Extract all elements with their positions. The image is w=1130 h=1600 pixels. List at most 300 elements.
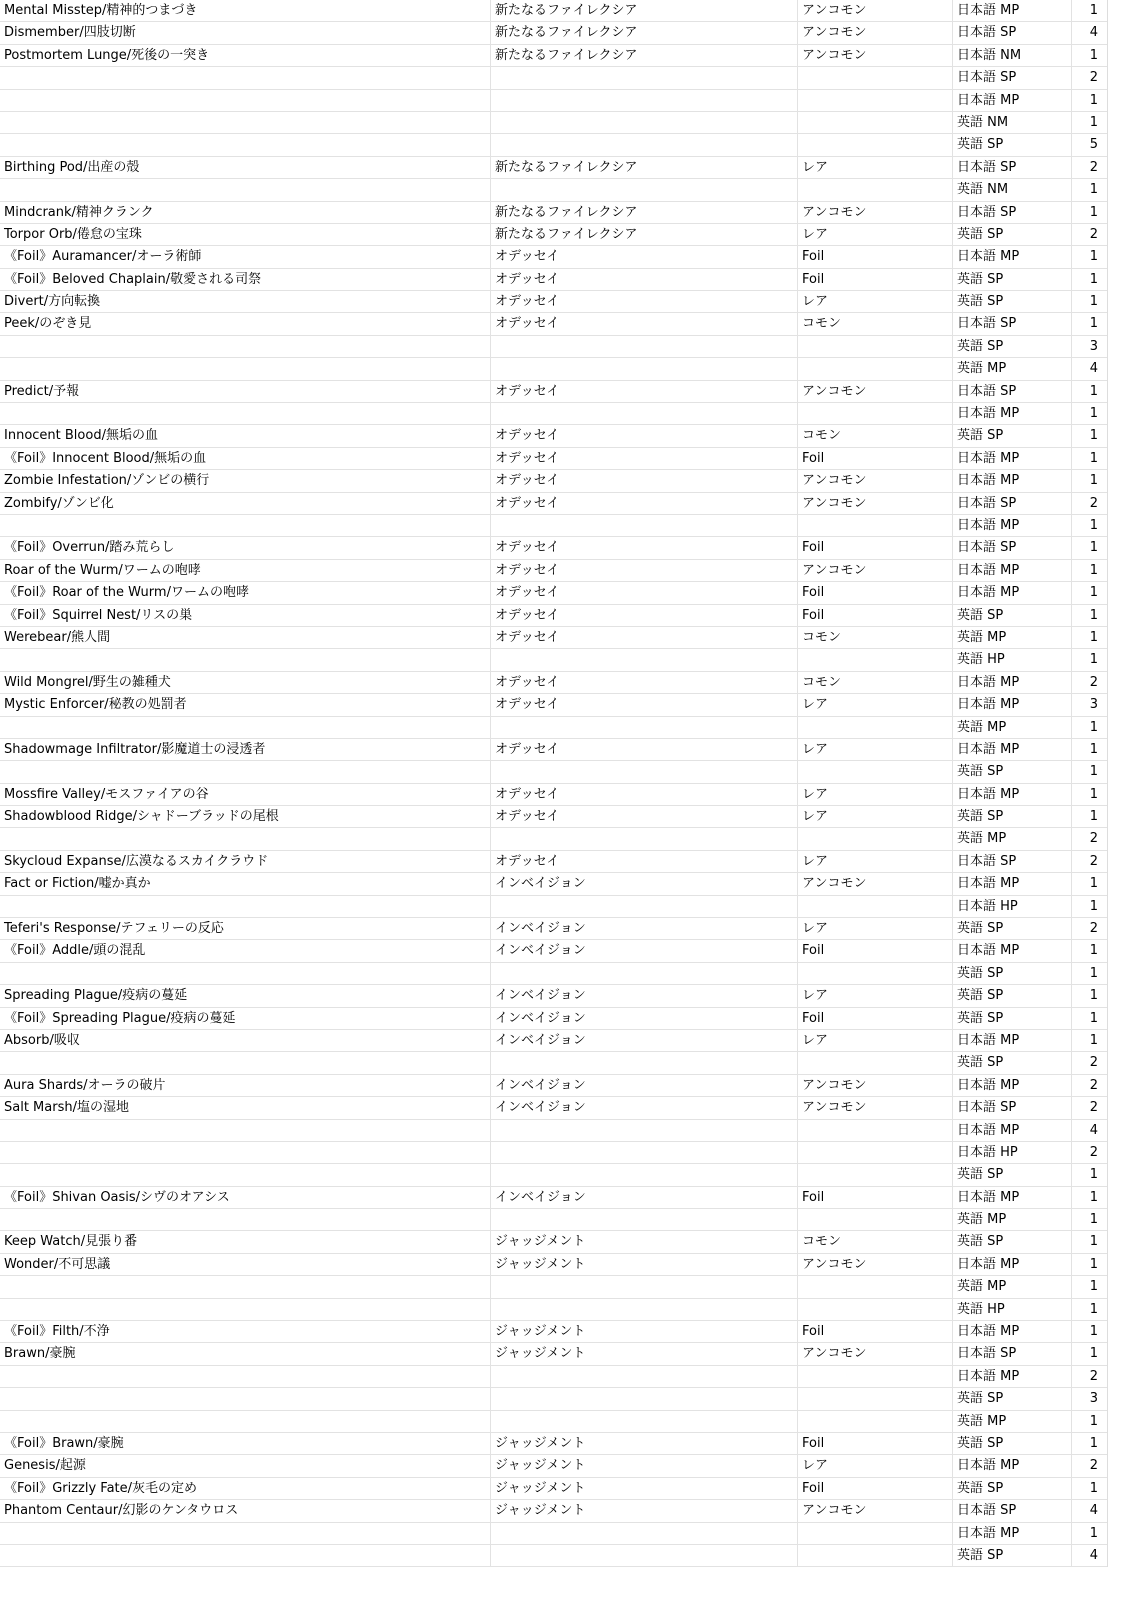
card-name-cell[interactable]: Wonder/不可思議 xyxy=(0,1254,491,1275)
set-cell[interactable]: ジャッジメント xyxy=(491,1231,798,1252)
card-name-cell[interactable] xyxy=(0,963,491,984)
condition-cell[interactable]: 日本語 NM xyxy=(953,45,1072,66)
quantity-cell[interactable]: 4 xyxy=(1089,361,1098,377)
rarity-cell[interactable]: コモン xyxy=(798,313,953,334)
card-name-cell[interactable] xyxy=(0,1120,491,1141)
quantity-cell[interactable]: 1 xyxy=(1089,1279,1098,1295)
set-cell[interactable]: インベイジョン xyxy=(491,1030,798,1051)
card-name-cell[interactable] xyxy=(0,1545,491,1566)
set-cell[interactable] xyxy=(491,761,798,782)
card-name-cell[interactable] xyxy=(0,1142,491,1163)
card-name-cell[interactable]: Genesis/起源 xyxy=(0,1455,491,1476)
condition-cell[interactable]: 英語 SP xyxy=(953,605,1072,626)
set-cell[interactable]: インベイジョン xyxy=(491,873,798,894)
card-name-cell[interactable]: 《Foil》Beloved Chaplain/敬愛される司祭 xyxy=(0,269,491,290)
set-cell[interactable]: オデッセイ xyxy=(491,269,798,290)
set-cell[interactable]: 新たなるファイレクシア xyxy=(491,0,798,21)
rarity-cell[interactable]: レア xyxy=(798,1030,953,1051)
rarity-cell[interactable] xyxy=(798,963,953,984)
card-name-cell[interactable] xyxy=(0,1276,491,1297)
condition-cell[interactable]: 英語 SP xyxy=(953,1388,1072,1409)
card-name-cell[interactable]: Spreading Plague/疫病の蔓延 xyxy=(0,985,491,1006)
rarity-cell[interactable]: アンコモン xyxy=(798,45,953,66)
quantity-cell[interactable]: 3 xyxy=(1089,697,1098,713)
rarity-cell[interactable]: レア xyxy=(798,739,953,760)
rarity-cell[interactable] xyxy=(798,1366,953,1387)
rarity-cell[interactable]: レア xyxy=(798,918,953,939)
set-cell[interactable]: オデッセイ xyxy=(491,470,798,491)
condition-cell[interactable]: 日本語 MP xyxy=(953,1254,1072,1275)
rarity-cell[interactable]: アンコモン xyxy=(798,0,953,21)
set-cell[interactable] xyxy=(491,828,798,849)
condition-cell[interactable]: 日本語 SP xyxy=(953,202,1072,223)
card-name-cell[interactable]: Brawn/豪腕 xyxy=(0,1343,491,1364)
rarity-cell[interactable] xyxy=(798,358,953,379)
rarity-cell[interactable]: アンコモン xyxy=(798,22,953,43)
condition-cell[interactable]: 英語 SP xyxy=(953,963,1072,984)
card-name-cell[interactable] xyxy=(0,112,491,133)
set-cell[interactable] xyxy=(491,112,798,133)
quantity-cell[interactable]: 1 xyxy=(1089,876,1098,892)
set-cell[interactable] xyxy=(491,515,798,536)
rarity-cell[interactable] xyxy=(798,134,953,155)
rarity-cell[interactable] xyxy=(798,403,953,424)
quantity-cell[interactable]: 1 xyxy=(1089,383,1098,399)
quantity-cell[interactable]: 1 xyxy=(1089,1480,1098,1496)
quantity-cell[interactable]: 1 xyxy=(1089,562,1098,578)
quantity-cell[interactable]: 1 xyxy=(1089,741,1098,757)
card-name-cell[interactable]: Mindcrank/精神クランク xyxy=(0,202,491,223)
quantity-cell[interactable]: 2 xyxy=(1089,1100,1098,1116)
set-cell[interactable] xyxy=(491,1299,798,1320)
card-name-cell[interactable]: Dismember/四肢切断 xyxy=(0,22,491,43)
set-cell[interactable] xyxy=(491,1388,798,1409)
condition-cell[interactable]: 英語 SP xyxy=(953,918,1072,939)
rarity-cell[interactable]: Foil xyxy=(798,1008,953,1029)
rarity-cell[interactable]: レア xyxy=(798,985,953,1006)
condition-cell[interactable]: 日本語 MP xyxy=(953,873,1072,894)
card-name-cell[interactable]: Phantom Centaur/幻影のケンタウロス xyxy=(0,1500,491,1521)
quantity-cell[interactable]: 1 xyxy=(1089,965,1098,981)
card-name-cell[interactable]: Skycloud Expanse/広漠なるスカイクラウド xyxy=(0,851,491,872)
rarity-cell[interactable]: Foil xyxy=(798,1478,953,1499)
card-name-cell[interactable] xyxy=(0,134,491,155)
card-name-cell[interactable]: Zombie Infestation/ゾンビの横行 xyxy=(0,470,491,491)
quantity-cell[interactable]: 1 xyxy=(1089,1413,1098,1429)
card-name-cell[interactable]: Roar of the Wurm/ワームの咆哮 xyxy=(0,560,491,581)
condition-cell[interactable]: 日本語 MP xyxy=(953,403,1072,424)
rarity-cell[interactable]: レア xyxy=(798,1455,953,1476)
quantity-cell[interactable]: 1 xyxy=(1089,428,1098,444)
set-cell[interactable] xyxy=(491,717,798,738)
set-cell[interactable]: オデッセイ xyxy=(491,694,798,715)
condition-cell[interactable]: 英語 SP xyxy=(953,269,1072,290)
condition-cell[interactable]: 英語 SP xyxy=(953,224,1072,245)
quantity-cell[interactable]: 1 xyxy=(1089,652,1098,668)
condition-cell[interactable]: 日本語 MP xyxy=(953,1075,1072,1096)
card-name-cell[interactable] xyxy=(0,1366,491,1387)
condition-cell[interactable]: 日本語 SP xyxy=(953,313,1072,334)
set-cell[interactable]: オデッセイ xyxy=(491,784,798,805)
quantity-cell[interactable]: 1 xyxy=(1089,294,1098,310)
condition-cell[interactable]: 英語 MP xyxy=(953,717,1072,738)
card-name-cell[interactable]: Fact or Fiction/嘘か真か xyxy=(0,873,491,894)
quantity-cell[interactable]: 1 xyxy=(1089,1436,1098,1451)
quantity-cell[interactable]: 2 xyxy=(1089,674,1098,690)
set-cell[interactable] xyxy=(491,1142,798,1163)
set-cell[interactable] xyxy=(491,336,798,357)
condition-cell[interactable]: 日本語 HP xyxy=(953,1142,1072,1163)
card-name-cell[interactable] xyxy=(0,1052,491,1073)
quantity-cell[interactable]: 1 xyxy=(1089,182,1098,198)
set-cell[interactable]: オデッセイ xyxy=(491,425,798,446)
quantity-cell[interactable]: 1 xyxy=(1089,764,1098,780)
quantity-cell[interactable]: 1 xyxy=(1089,92,1098,108)
quantity-cell[interactable]: 4 xyxy=(1089,25,1098,41)
condition-cell[interactable]: 日本語 HP xyxy=(953,896,1072,917)
rarity-cell[interactable]: アンコモン xyxy=(798,381,953,402)
set-cell[interactable] xyxy=(491,1052,798,1073)
card-name-cell[interactable]: Mossfire Valley/モスファイアの谷 xyxy=(0,784,491,805)
rarity-cell[interactable] xyxy=(798,1142,953,1163)
rarity-cell[interactable] xyxy=(798,179,953,200)
condition-cell[interactable]: 日本語 SP xyxy=(953,381,1072,402)
quantity-cell[interactable]: 1 xyxy=(1089,3,1098,18)
condition-cell[interactable]: 英語 SP xyxy=(953,806,1072,827)
condition-cell[interactable]: 英語 SP xyxy=(953,134,1072,155)
rarity-cell[interactable]: アンコモン xyxy=(798,470,953,491)
set-cell[interactable]: オデッセイ xyxy=(491,605,798,626)
condition-cell[interactable]: 英語 SP xyxy=(953,425,1072,446)
quantity-cell[interactable]: 1 xyxy=(1089,204,1098,220)
card-name-cell[interactable]: Torpor Orb/倦怠の宝珠 xyxy=(0,224,491,245)
set-cell[interactable] xyxy=(491,90,798,111)
card-name-cell[interactable] xyxy=(0,1164,491,1185)
condition-cell[interactable]: 日本語 MP xyxy=(953,0,1072,21)
condition-cell[interactable]: 英語 SP xyxy=(953,985,1072,1006)
set-cell[interactable] xyxy=(491,649,798,670)
quantity-cell[interactable]: 2 xyxy=(1089,1055,1098,1071)
rarity-cell[interactable] xyxy=(798,717,953,738)
set-cell[interactable] xyxy=(491,1523,798,1544)
card-name-cell[interactable] xyxy=(0,828,491,849)
set-cell[interactable] xyxy=(491,1209,798,1230)
rarity-cell[interactable] xyxy=(798,112,953,133)
set-cell[interactable]: インベイジョン xyxy=(491,1187,798,1208)
condition-cell[interactable]: 日本語 MP xyxy=(953,90,1072,111)
condition-cell[interactable]: 英語 NM xyxy=(953,179,1072,200)
card-name-cell[interactable]: Mental Misstep/精神的つまづき xyxy=(0,0,491,21)
card-name-cell[interactable]: Predict/予報 xyxy=(0,381,491,402)
rarity-cell[interactable] xyxy=(798,1052,953,1073)
rarity-cell[interactable]: Foil xyxy=(798,1321,953,1342)
quantity-cell[interactable]: 1 xyxy=(1089,1301,1098,1317)
rarity-cell[interactable]: Foil xyxy=(798,537,953,558)
quantity-cell[interactable]: 2 xyxy=(1089,1368,1098,1384)
card-name-cell[interactable]: 《Foil》Squirrel Nest/リスの巣 xyxy=(0,605,491,626)
condition-cell[interactable]: 日本語 MP xyxy=(953,739,1072,760)
card-name-cell[interactable]: 《Foil》Overrun/踏み荒らし xyxy=(0,537,491,558)
rarity-cell[interactable]: アンコモン xyxy=(798,1343,953,1364)
rarity-cell[interactable] xyxy=(798,1276,953,1297)
set-cell[interactable]: オデッセイ xyxy=(491,739,798,760)
set-cell[interactable]: 新たなるファイレクシア xyxy=(491,22,798,43)
card-name-cell[interactable] xyxy=(0,67,491,88)
condition-cell[interactable]: 日本語 MP xyxy=(953,470,1072,491)
quantity-cell[interactable]: 4 xyxy=(1089,1547,1098,1563)
set-cell[interactable]: インベイジョン xyxy=(491,985,798,1006)
card-name-cell[interactable]: Shadowmage Infiltrator/影魔道士の浸透者 xyxy=(0,739,491,760)
set-cell[interactable]: オデッセイ xyxy=(491,582,798,603)
set-cell[interactable]: インベイジョン xyxy=(491,918,798,939)
set-cell[interactable]: 新たなるファイレクシア xyxy=(491,224,798,245)
rarity-cell[interactable] xyxy=(798,67,953,88)
condition-cell[interactable]: 英語 SP xyxy=(953,1433,1072,1454)
card-name-cell[interactable]: Innocent Blood/無垢の血 xyxy=(0,425,491,446)
quantity-cell[interactable]: 1 xyxy=(1089,629,1098,645)
rarity-cell[interactable]: レア xyxy=(798,694,953,715)
set-cell[interactable]: オデッセイ xyxy=(491,851,798,872)
rarity-cell[interactable] xyxy=(798,1411,953,1432)
quantity-cell[interactable]: 1 xyxy=(1089,1525,1098,1541)
set-cell[interactable]: オデッセイ xyxy=(491,627,798,648)
condition-cell[interactable]: 日本語 SP xyxy=(953,157,1072,178)
rarity-cell[interactable] xyxy=(798,515,953,536)
set-cell[interactable] xyxy=(491,403,798,424)
quantity-cell[interactable]: 1 xyxy=(1089,943,1098,959)
rarity-cell[interactable]: レア xyxy=(798,806,953,827)
card-name-cell[interactable]: Shadowblood Ridge/シャドーブラッドの尾根 xyxy=(0,806,491,827)
condition-cell[interactable]: 日本語 MP xyxy=(953,560,1072,581)
card-name-cell[interactable] xyxy=(0,1388,491,1409)
set-cell[interactable]: 新たなるファイレクシア xyxy=(491,202,798,223)
condition-cell[interactable]: 英語 SP xyxy=(953,291,1072,312)
card-name-cell[interactable] xyxy=(0,515,491,536)
condition-cell[interactable]: 英語 HP xyxy=(953,1299,1072,1320)
quantity-cell[interactable]: 2 xyxy=(1089,159,1098,175)
condition-cell[interactable]: 英語 MP xyxy=(953,358,1072,379)
rarity-cell[interactable] xyxy=(798,1299,953,1320)
set-cell[interactable]: インベイジョン xyxy=(491,1008,798,1029)
quantity-cell[interactable]: 1 xyxy=(1089,809,1098,825)
card-name-cell[interactable] xyxy=(0,1209,491,1230)
set-cell[interactable] xyxy=(491,67,798,88)
rarity-cell[interactable]: コモン xyxy=(798,672,953,693)
rarity-cell[interactable]: レア xyxy=(798,784,953,805)
condition-cell[interactable]: 日本語 SP xyxy=(953,67,1072,88)
set-cell[interactable] xyxy=(491,1411,798,1432)
rarity-cell[interactable]: アンコモン xyxy=(798,493,953,514)
condition-cell[interactable]: 日本語 MP xyxy=(953,672,1072,693)
rarity-cell[interactable]: コモン xyxy=(798,1231,953,1252)
condition-cell[interactable]: 英語 SP xyxy=(953,336,1072,357)
quantity-cell[interactable]: 1 xyxy=(1089,450,1098,466)
rarity-cell[interactable] xyxy=(798,1120,953,1141)
rarity-cell[interactable]: アンコモン xyxy=(798,1500,953,1521)
condition-cell[interactable]: 英語 SP xyxy=(953,1052,1072,1073)
quantity-cell[interactable]: 2 xyxy=(1089,70,1098,86)
quantity-cell[interactable]: 1 xyxy=(1089,1189,1098,1205)
card-name-cell[interactable]: Aura Shards/オーラの破片 xyxy=(0,1075,491,1096)
quantity-cell[interactable]: 1 xyxy=(1089,114,1098,130)
set-cell[interactable]: オデッセイ xyxy=(491,291,798,312)
rarity-cell[interactable]: レア xyxy=(798,291,953,312)
card-name-cell[interactable]: Werebear/熊人間 xyxy=(0,627,491,648)
condition-cell[interactable]: 日本語 MP xyxy=(953,784,1072,805)
set-cell[interactable]: 新たなるファイレクシア xyxy=(491,45,798,66)
rarity-cell[interactable]: レア xyxy=(798,851,953,872)
condition-cell[interactable]: 日本語 MP xyxy=(953,1366,1072,1387)
quantity-cell[interactable]: 1 xyxy=(1089,719,1098,735)
set-cell[interactable]: ジャッジメント xyxy=(491,1321,798,1342)
condition-cell[interactable]: 英語 MP xyxy=(953,1209,1072,1230)
condition-cell[interactable]: 日本語 SP xyxy=(953,1097,1072,1118)
set-cell[interactable] xyxy=(491,1164,798,1185)
rarity-cell[interactable] xyxy=(798,761,953,782)
rarity-cell[interactable]: コモン xyxy=(798,425,953,446)
rarity-cell[interactable]: アンコモン xyxy=(798,560,953,581)
card-name-cell[interactable]: 《Foil》Addle/頭の混乱 xyxy=(0,940,491,961)
rarity-cell[interactable]: Foil xyxy=(798,448,953,469)
set-cell[interactable]: オデッセイ xyxy=(491,537,798,558)
rarity-cell[interactable] xyxy=(798,649,953,670)
set-cell[interactable]: オデッセイ xyxy=(491,806,798,827)
rarity-cell[interactable] xyxy=(798,1523,953,1544)
card-name-cell[interactable]: 《Foil》Brawn/豪腕 xyxy=(0,1433,491,1454)
set-cell[interactable]: インベイジョン xyxy=(491,1097,798,1118)
card-name-cell[interactable]: 《Foil》Shivan Oasis/シヴのオアシス xyxy=(0,1187,491,1208)
quantity-cell[interactable]: 3 xyxy=(1089,338,1098,354)
set-cell[interactable]: 新たなるファイレクシア xyxy=(491,157,798,178)
set-cell[interactable]: ジャッジメント xyxy=(491,1343,798,1364)
condition-cell[interactable]: 日本語 MP xyxy=(953,1523,1072,1544)
condition-cell[interactable]: 英語 MP xyxy=(953,1276,1072,1297)
condition-cell[interactable]: 英語 MP xyxy=(953,828,1072,849)
rarity-cell[interactable] xyxy=(798,336,953,357)
card-name-cell[interactable]: 《Foil》Spreading Plague/疫病の蔓延 xyxy=(0,1008,491,1029)
rarity-cell[interactable] xyxy=(798,1164,953,1185)
quantity-cell[interactable]: 2 xyxy=(1089,1077,1098,1093)
card-name-cell[interactable]: Absorb/吸収 xyxy=(0,1030,491,1051)
condition-cell[interactable]: 日本語 MP xyxy=(953,1455,1072,1476)
rarity-cell[interactable]: アンコモン xyxy=(798,202,953,223)
card-name-cell[interactable]: Salt Marsh/塩の湿地 xyxy=(0,1097,491,1118)
condition-cell[interactable]: 日本語 SP xyxy=(953,22,1072,43)
card-name-cell[interactable]: Keep Watch/見張り番 xyxy=(0,1231,491,1252)
quantity-cell[interactable]: 1 xyxy=(1089,1212,1098,1228)
set-cell[interactable]: オデッセイ xyxy=(491,313,798,334)
card-name-cell[interactable]: Divert/方向転換 xyxy=(0,291,491,312)
condition-cell[interactable]: 日本語 SP xyxy=(953,537,1072,558)
set-cell[interactable] xyxy=(491,963,798,984)
quantity-cell[interactable]: 5 xyxy=(1089,137,1098,153)
rarity-cell[interactable]: レア xyxy=(798,224,953,245)
set-cell[interactable]: ジャッジメント xyxy=(491,1500,798,1521)
rarity-cell[interactable] xyxy=(798,896,953,917)
quantity-cell[interactable]: 2 xyxy=(1089,495,1098,511)
set-cell[interactable]: ジャッジメント xyxy=(491,1455,798,1476)
condition-cell[interactable]: 英語 SP xyxy=(953,1164,1072,1185)
rarity-cell[interactable]: Foil xyxy=(798,940,953,961)
condition-cell[interactable]: 英語 MP xyxy=(953,627,1072,648)
card-name-cell[interactable] xyxy=(0,761,491,782)
card-name-cell[interactable]: 《Foil》Grizzly Fate/灰毛の定め xyxy=(0,1478,491,1499)
card-name-cell[interactable] xyxy=(0,896,491,917)
quantity-cell[interactable]: 4 xyxy=(1089,1122,1098,1138)
rarity-cell[interactable]: Foil xyxy=(798,269,953,290)
rarity-cell[interactable]: コモン xyxy=(798,627,953,648)
quantity-cell[interactable]: 2 xyxy=(1089,831,1098,847)
rarity-cell[interactable] xyxy=(798,828,953,849)
quantity-cell[interactable]: 2 xyxy=(1089,853,1098,869)
condition-cell[interactable]: 日本語 MP xyxy=(953,448,1072,469)
condition-cell[interactable]: 英語 SP xyxy=(953,1231,1072,1252)
rarity-cell[interactable] xyxy=(798,1545,953,1566)
condition-cell[interactable]: 英語 NM xyxy=(953,112,1072,133)
card-name-cell[interactable]: Postmortem Lunge/死後の一突き xyxy=(0,45,491,66)
set-cell[interactable] xyxy=(491,358,798,379)
card-name-cell[interactable]: 《Foil》Filth/不浄 xyxy=(0,1321,491,1342)
condition-cell[interactable]: 日本語 SP xyxy=(953,851,1072,872)
condition-cell[interactable]: 英語 SP xyxy=(953,1008,1072,1029)
condition-cell[interactable]: 日本語 MP xyxy=(953,940,1072,961)
set-cell[interactable] xyxy=(491,1545,798,1566)
card-name-cell[interactable]: Teferi's Response/テフェリーの反応 xyxy=(0,918,491,939)
condition-cell[interactable]: 日本語 MP xyxy=(953,1187,1072,1208)
set-cell[interactable]: インベイジョン xyxy=(491,940,798,961)
condition-cell[interactable]: 日本語 MP xyxy=(953,582,1072,603)
rarity-cell[interactable] xyxy=(798,1209,953,1230)
quantity-cell[interactable]: 1 xyxy=(1089,249,1098,265)
quantity-cell[interactable]: 1 xyxy=(1089,1167,1098,1183)
condition-cell[interactable]: 日本語 SP xyxy=(953,1343,1072,1364)
condition-cell[interactable]: 日本語 MP xyxy=(953,1120,1072,1141)
rarity-cell[interactable]: Foil xyxy=(798,1433,953,1454)
rarity-cell[interactable]: アンコモン xyxy=(798,873,953,894)
rarity-cell[interactable]: Foil xyxy=(798,605,953,626)
quantity-cell[interactable]: 1 xyxy=(1089,585,1098,601)
set-cell[interactable] xyxy=(491,896,798,917)
card-name-cell[interactable]: 《Foil》Innocent Blood/無垢の血 xyxy=(0,448,491,469)
condition-cell[interactable]: 日本語 SP xyxy=(953,493,1072,514)
rarity-cell[interactable] xyxy=(798,90,953,111)
card-name-cell[interactable]: Zombify/ゾンビ化 xyxy=(0,493,491,514)
quantity-cell[interactable]: 1 xyxy=(1089,898,1098,914)
set-cell[interactable]: オデッセイ xyxy=(491,493,798,514)
quantity-cell[interactable]: 1 xyxy=(1089,1234,1098,1250)
condition-cell[interactable]: 日本語 MP xyxy=(953,515,1072,536)
set-cell[interactable]: オデッセイ xyxy=(491,560,798,581)
quantity-cell[interactable]: 1 xyxy=(1089,316,1098,332)
quantity-cell[interactable]: 2 xyxy=(1089,1144,1098,1160)
card-name-cell[interactable] xyxy=(0,336,491,357)
quantity-cell[interactable]: 1 xyxy=(1089,473,1098,489)
quantity-cell[interactable]: 4 xyxy=(1089,1503,1098,1519)
set-cell[interactable]: インベイジョン xyxy=(491,1075,798,1096)
quantity-cell[interactable]: 1 xyxy=(1089,786,1098,802)
set-cell[interactable]: オデッセイ xyxy=(491,448,798,469)
card-name-cell[interactable]: Birthing Pod/出産の殻 xyxy=(0,157,491,178)
quantity-cell[interactable]: 1 xyxy=(1089,406,1098,422)
set-cell[interactable]: ジャッジメント xyxy=(491,1433,798,1454)
rarity-cell[interactable]: アンコモン xyxy=(798,1254,953,1275)
condition-cell[interactable]: 英語 HP xyxy=(953,649,1072,670)
quantity-cell[interactable]: 1 xyxy=(1089,988,1098,1004)
card-name-cell[interactable] xyxy=(0,1411,491,1432)
rarity-cell[interactable]: アンコモン xyxy=(798,1097,953,1118)
quantity-cell[interactable]: 1 xyxy=(1089,271,1098,287)
quantity-cell[interactable]: 1 xyxy=(1089,1346,1098,1362)
